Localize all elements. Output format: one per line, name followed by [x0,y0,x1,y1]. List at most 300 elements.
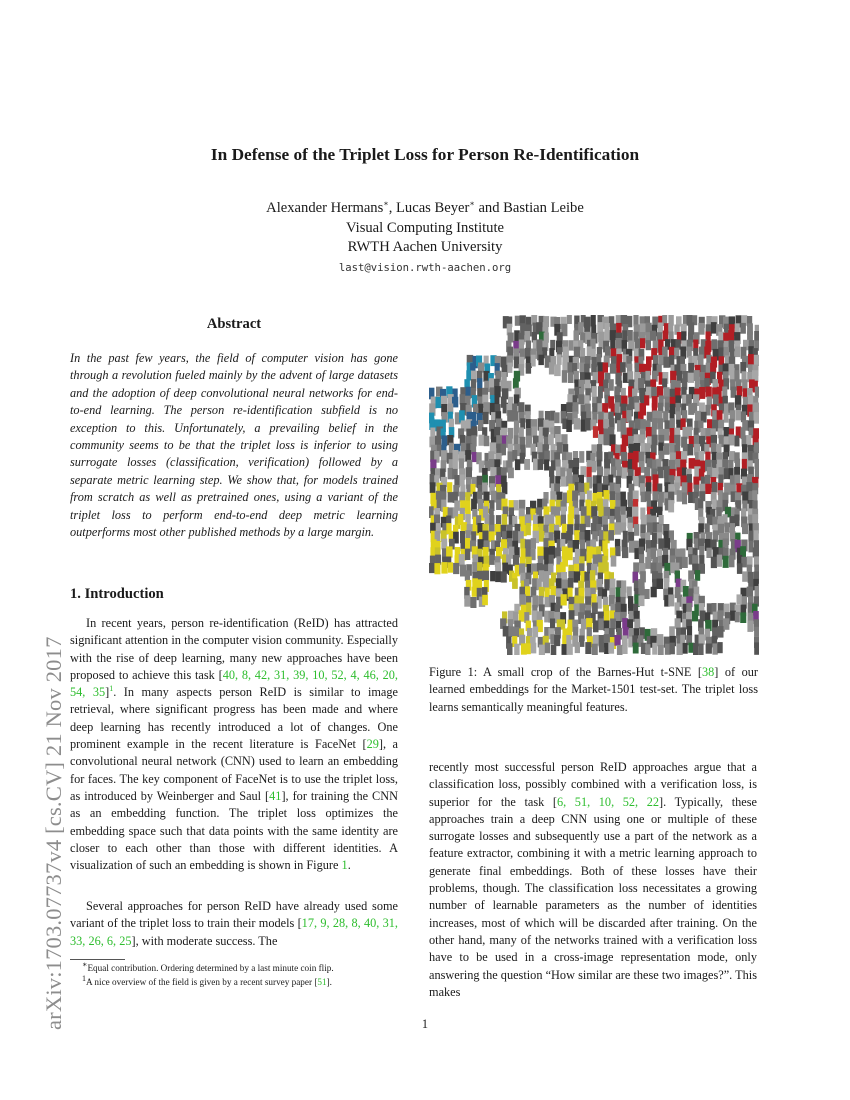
thumbnail-tile [711,322,717,334]
thumbnail-tile [484,436,490,446]
thumbnail-tile [531,643,537,654]
thumbnail-tile [538,459,544,470]
thumbnail-tile [453,459,458,469]
thumbnail-tile [645,371,650,382]
thumbnail-tile [465,538,470,549]
thumbnail-tile [677,644,683,656]
thumbnail-tile [483,571,490,581]
thumbnail-tile [464,595,470,606]
thumbnail-tile [592,603,598,615]
thumbnail-tile [627,507,633,518]
thumbnail-tile [611,556,617,567]
thumbnail-tile [650,331,656,341]
thumbnail-tile [615,546,620,556]
thumbnail-tile [651,387,657,397]
thumbnail-tile [489,555,495,565]
thumbnail-tile [567,548,573,561]
thumbnail-tile [513,555,519,566]
thumbnail-tile [555,548,561,558]
thumbnail-tile [657,418,663,429]
thumbnail-tile [472,426,478,436]
thumbnail-tile [526,363,531,374]
thumbnail-tile [585,530,591,542]
thumbnail-tile [441,562,447,574]
thumbnail-tile [483,412,489,424]
thumbnail-tile [658,323,663,334]
thumbnail-tile [519,594,526,606]
thumbnail-tile [717,642,722,653]
thumbnail-tile [688,444,693,455]
thumbnail-tile [633,643,639,654]
thumbnail-tile [687,626,692,636]
thumbnail-tile [620,362,626,372]
thumbnail-tile [531,355,536,367]
citation-link[interactable]: 6, 51, 10, 52, 22 [556,794,660,809]
thumbnail-tile [472,587,478,597]
thumbnail-tile [471,531,476,542]
thumbnail-tile [513,378,519,388]
thumbnail-tile [717,626,723,638]
intro-paragraph-1: In recent years, person re-identification (ReID) has attracted significant attention in the computer vision community. Especially with the rise of deep learning, many new approaches have been proposed to achieve this task [40, 8, 42, 31, 39, 10, 52, 4, 46, 20, 54, 35]$^1$. In many aspects person ReID is similar to image retrieval, where significant progress has been made and where deep learning has recently introduced a lot of changes. One prominent example in the recent literature is FaceNet [29], a convolutional neural network (CNN) used to learn an embedding for faces. The key component of FaceNet is to use the triplet loss, as introduced by Weinberger and Saul [41], for training the CNN as an embedding function. The triplet loss optimizes the embedding space such that data points with the same identity are closer to each other than those with different identities. A visualization of such an embedding is shown in Figure 1. [70,616,398,873]
thumbnail-tile [514,627,520,637]
thumbnail-tile [740,612,746,623]
thumbnail-tile [557,354,562,365]
thumbnail-tile [573,627,578,637]
thumbnail-tile [753,547,759,557]
thumbnail-tile [737,563,743,574]
thumbnail-tile [712,643,717,654]
thumbnail-tile [706,548,711,558]
thumbnail-tile [524,459,530,470]
thumbnail-tile [670,643,675,655]
thumbnail-tile [717,410,723,421]
intro-paragraph-2: Several approaches for person ReID have already used some variant of the triplet loss to train their models [17, 9, 28, 8, 40, 31, 33, 26, 6, 25], with moderate success. The [70,899,398,948]
thumbnail-tile [699,634,705,644]
thumbnail-tile [623,643,628,654]
thumbnail-tile [734,515,739,527]
thumbnail-tile [635,339,641,350]
thumbnail-tile [598,618,603,630]
thumbnail-tile [519,427,524,437]
thumbnail-tile [482,483,488,493]
thumbnail-tile [699,387,705,399]
citation-link[interactable]: 51 [317,977,327,987]
thumbnail-tile [567,644,573,655]
thumbnail-tile [459,554,465,566]
citation-link[interactable]: 41 [269,788,282,803]
thumbnail-tile [615,402,620,413]
thumbnail-tile [566,402,572,412]
thumbnail-tile [610,434,616,446]
thumbnail-tile [646,427,652,438]
thumbnail-tile [593,620,599,632]
thumbnail-tile [698,499,703,509]
thumbnail-tile [550,586,556,596]
thumbnail-tile [556,578,562,590]
footnote-divider [70,959,125,960]
thumbnail-tile [472,452,477,462]
thumbnail-tile [663,357,669,368]
thumbnail-tile [735,347,740,358]
thumbnail-tile [737,386,743,396]
thumbnail-tile [740,323,746,334]
thumbnail-tile [627,330,633,342]
thumbnail-tile [610,364,617,374]
thumbnail-tile [729,555,735,567]
thumbnail-tile [664,429,670,441]
thumbnail-tile [575,642,580,653]
thumbnail-tile [639,452,645,462]
thumbnail-tile [754,412,760,424]
thumbnail-tile [735,410,741,420]
thumbnail-tile [557,442,563,453]
thumbnail-tile [734,436,739,447]
university: RWTH Aachen University [347,239,503,255]
thumbnail-tile [526,548,532,558]
thumbnail-tile [502,514,508,526]
arxiv-side-label: arXiv:1703.07737v4 [cs.CV] 21 Nov 2017 [41,636,66,1030]
thumbnail-tile [711,339,717,350]
thumbnail-tile [747,587,753,598]
thumbnail-tile [754,442,759,453]
citation-link[interactable]: 40, 8, 42, 31, 39, 10, 52, 4, 46, 20, 54, 35 [70,667,398,700]
thumbnail-tile [495,571,501,582]
thumbnail-tile [429,563,435,573]
thumbnail-tile [525,643,531,654]
thumbnail-tile [633,562,639,572]
thumbnail-tile [598,562,603,574]
thumbnail-tile [512,450,517,461]
thumbnail-tile [561,594,567,605]
thumbnail-tile [617,645,623,655]
thumbnail-tile [501,571,507,582]
thumbnail-tile [747,621,753,632]
thumbnail-tile [430,482,436,493]
thumbnail-tile [729,419,735,430]
thumbnail-tile [434,563,440,574]
thumbnail-tile [645,644,650,655]
thumbnail-tile [683,586,689,597]
thumbnail-tile [724,523,729,533]
thumbnail-tile [581,506,587,516]
thumbnail-tile [460,475,465,487]
thumbnail-tile [554,635,560,646]
thumbnail-tile [514,644,519,655]
thumbnail-tile [677,490,683,502]
thumbnail-tile [545,643,550,654]
thumbnail-tile [755,387,759,398]
thumbnail-tile [742,571,748,581]
footnote-2: $^1$A nice overview of the field is given by a recent survey paper [51]. [82,973,332,987]
thumbnail-tile [608,642,614,653]
author-block [0,199,850,258]
thumbnail-tile [590,570,595,581]
page-number: 1 [421,1017,429,1031]
thumbnail-tile [549,362,554,374]
thumbnail-tile [717,555,722,567]
thumbnail-tile [638,595,644,606]
thumbnail-tile [724,427,730,437]
thumbnail-tile [620,588,626,598]
thumbnail-tile [755,459,760,469]
thumbnail-tile [519,500,525,510]
thumbnail-tile [683,643,688,654]
thumbnail-tile [584,322,590,332]
thumbnail-tile [723,618,730,630]
thumbnail-tile [562,370,567,383]
citation-link[interactable]: 17, 9, 28, 8, 40, 31, 33, 26, 6, 25 [70,916,398,948]
thumbnail-tile [512,578,518,589]
thumbnail-tile [569,610,575,621]
thumbnail-tile [608,530,614,541]
thumbnail-tile [652,435,658,446]
thumbnail-tile [598,506,604,516]
thumbnail-tile [578,322,584,333]
thumbnail-tile [712,482,718,493]
thumbnail-tile [675,618,681,629]
thumbnail-tile [695,570,700,581]
thumbnail-tile [472,562,478,574]
thumbnail-tile [470,597,476,608]
thumbnail-tile [657,634,664,646]
thumbnail-tile [490,571,495,581]
thumbnail-tile [603,490,609,500]
thumbnail-tile [479,435,485,446]
thumbnail-tile [610,619,616,630]
thumbnail-tile [584,572,589,582]
thumbnail-tile [503,626,510,636]
thumbnail-tile [548,434,554,445]
thumbnail-tile [634,524,640,536]
thumbnail-tile [597,467,603,477]
thumbnail-tile [593,426,598,438]
thumbnail-tile [724,411,729,422]
thumbnail-tile [554,412,560,423]
abstract-heading: Abstract [206,316,262,332]
citation-link[interactable]: 38 [701,665,715,679]
thumbnail-tile [489,378,495,389]
thumbnail-tile [646,340,651,350]
thumbnail-tile [689,458,696,469]
thumbnail-tile [688,373,694,383]
thumbnail-tile [604,611,609,622]
thumbnail-tile [526,523,531,535]
thumbnail-tile [644,589,650,599]
abstract-text: In the past few years, the field of computer vision has gone through a revolution fueled mainly by the advent of large datasets and the adoption of deep convolutional neural networks for end-to-end learning. The person re-identification subfield is no exception to this. Unfortunately, a prevailing belief in the community seems to be that the triplet loss is inferior to using surrogate losses (classification, verification) followed by a separate metric learning step. We show that, for models trained from scratch as well as pretrained ones, using a variant of the triplet loss to perform end-to-end deep metric learning outperforms most other published methods by a large margin. [70,351,398,540]
thumbnail-tile [453,563,459,574]
thumbnail-tile [641,515,646,525]
thumbnail-tile [495,562,501,572]
thumbnail-tile [572,491,578,503]
thumbnail-tile [453,450,459,461]
thumbnail-tile [622,435,628,446]
thumbnail-tile [446,546,453,557]
thumbnail-tile [436,397,442,408]
thumbnail-tile [713,394,719,406]
thumbnail-tile [652,643,657,655]
thumbnail-tile [610,338,615,349]
thumbnail-tile [755,586,760,597]
thumbnail-tile [465,570,470,581]
thumbnail-tile [712,468,718,479]
thumbnail-tile [710,363,716,373]
thumbnail-tile [574,418,581,430]
thumbnail-tile [729,451,735,461]
thumbnail-tile [614,484,620,494]
thumbnail-tile [539,645,545,655]
thumbnail-tile [554,364,561,376]
thumbnail-tile [646,458,652,468]
thumbnail-tile [610,579,616,589]
thumbnail-tile [614,635,620,646]
thumbnail-tile [508,626,514,637]
thumbnail-tile [489,515,494,525]
thumbnail-tile [604,323,609,334]
thumbnail-tile [568,578,574,588]
thumbnail-tile [543,322,549,332]
thumbnail-tile [544,459,549,470]
thumbnail-tile [622,618,628,628]
thumbnail-tile [567,315,572,324]
thumbnail-tile [586,467,591,479]
thumbnail-tile [622,547,628,558]
thumbnail-tile [496,500,502,510]
thumbnail-tile [459,458,464,469]
thumbnail-tile [658,355,664,365]
thumbnail-tile [568,362,573,372]
thumbnail-tile [568,514,574,526]
thumbnail-tile [453,507,459,518]
thumbnail-tile [682,557,688,568]
affiliation: Visual Computing Institute [345,219,505,236]
thumbnail-tile [502,482,508,494]
thumbnail-tile [717,610,723,621]
thumbnail-tile [598,434,604,445]
thumbnail-tile [752,490,757,501]
thumbnail-tile [471,499,477,511]
thumbnail-tile [447,482,452,492]
thumbnail-tile [587,491,592,501]
thumbnail-tile [651,587,657,598]
thumbnail-tile [657,386,663,397]
thumbnail-tile [604,434,610,445]
thumbnail-tile [592,644,598,655]
thumbnail-tile [482,595,488,605]
thumbnail-tile [507,363,512,373]
author-names: Alexander Hermans∗, Lucas Beyer∗ and Bastian Leibe [266,199,584,216]
thumbnail-tile [728,330,734,341]
thumbnail-tile [515,459,520,470]
thumbnail-tile [754,331,759,341]
thumbnail-tile [514,435,519,445]
thumbnail-tile [706,387,712,398]
thumbnail-tile [519,610,525,622]
thumbnail-tile [518,402,524,412]
thumbnail-tile [448,562,453,572]
thumbnail-tile [578,394,584,404]
thumbnail-tile [520,418,525,429]
thumbnail-tile [466,467,472,479]
thumbnail-tile [477,378,482,388]
thumbnail-tile [746,482,753,492]
thumbnail-tile [754,355,759,366]
citation-link[interactable]: 29 [366,737,379,752]
thumbnail-tile [603,363,608,373]
thumbnail-tile [580,540,585,551]
thumbnail-tile [520,539,525,549]
thumbnail-tile [430,428,435,438]
thumbnail-tile [754,627,759,637]
thumbnail-tile [508,468,514,479]
thumbnail-tile [599,530,604,541]
thumbnail-tile [507,643,513,655]
tsne-embedding-figure [429,315,759,655]
thumbnail-tile [614,522,621,534]
thumbnail-tile [485,514,490,525]
thumbnail-tile [723,556,729,568]
contact-email[interactable]: last@vision.rwth-aachen.org [338,262,512,274]
thumbnail-tile [668,595,674,607]
thumbnail-tile [622,330,627,341]
paper-title: In Defense of the Triplet Loss for Person Re-Identification [210,145,640,164]
thumbnail-tile [748,531,753,543]
thumbnail-tile [513,531,519,542]
thumbnail-tile [507,410,512,422]
thumbnail-tile [574,347,580,359]
thumbnail-tile [566,635,571,645]
thumbnail-tile [754,642,759,654]
thumbnail-tile [645,557,651,569]
thumbnail-tile [616,338,622,350]
section-heading-introduction: 1. Introduction [70,586,164,602]
thumbnail-tile [664,443,670,455]
thumbnail-tile [599,642,604,652]
thumbnail-tile [592,386,597,397]
thumbnail-tile [668,500,674,512]
thumbnail-tile [692,611,698,622]
thumbnail-tile [598,386,603,398]
thumbnail-tile [514,500,519,510]
intro-paragraph-3: recently most successful person ReID approaches argue that a classification loss, possibly combined with a verification loss, is superior for the task [6, 51, 10, 52, 22]. Typically, these approaches train a deep CNN using one or multiple of these surrogate losses and subsequently use a part of the network as a feature extractor, combining it with a metric learning approach to generate final embeddings. Both of these losses have their problems, though. The classification loss necessitates a growing number of learnable parameters as the number of identities increases, most of which will be discarded after training. On the other hand, many of the networks trained with a verification loss have to be used in a cross-image representation mode, only answering the question “How similar are these two images?”. This makes [429,760,758,999]
thumbnail-tile [729,434,735,445]
thumbnail-tile [567,490,573,502]
figure-ref-link[interactable]: 1 [341,858,348,873]
thumbnail-tile [742,524,748,535]
thumbnail-tile [568,372,573,383]
thumbnail-tile [658,645,664,655]
thumbnail-tile [640,338,645,348]
thumbnail-tile [566,420,572,432]
thumbnail-tile [460,394,465,404]
thumbnail-tile [687,347,692,358]
thumbnail-tile [698,355,704,366]
thumbnail-tile [560,562,566,573]
footnote-ref[interactable]: 1 [109,684,114,694]
thumbnail-tile [533,627,538,638]
thumbnail-tile [585,418,591,430]
thumbnail-tile [699,644,704,656]
thumbnail-tile [581,619,587,630]
thumbnail-tile [579,451,584,463]
thumbnail-tile [585,380,591,390]
thumbnail-tile [737,594,743,604]
thumbnail-tile [465,549,470,560]
thumbnail-tile [531,538,536,549]
thumbnail-tile [706,644,712,654]
thumbnail-tile [512,411,518,421]
thumbnail-tile [591,506,597,517]
footnote-1: ∗Equal contribution. Ordering determined by a last minute coin flip. [82,959,334,973]
